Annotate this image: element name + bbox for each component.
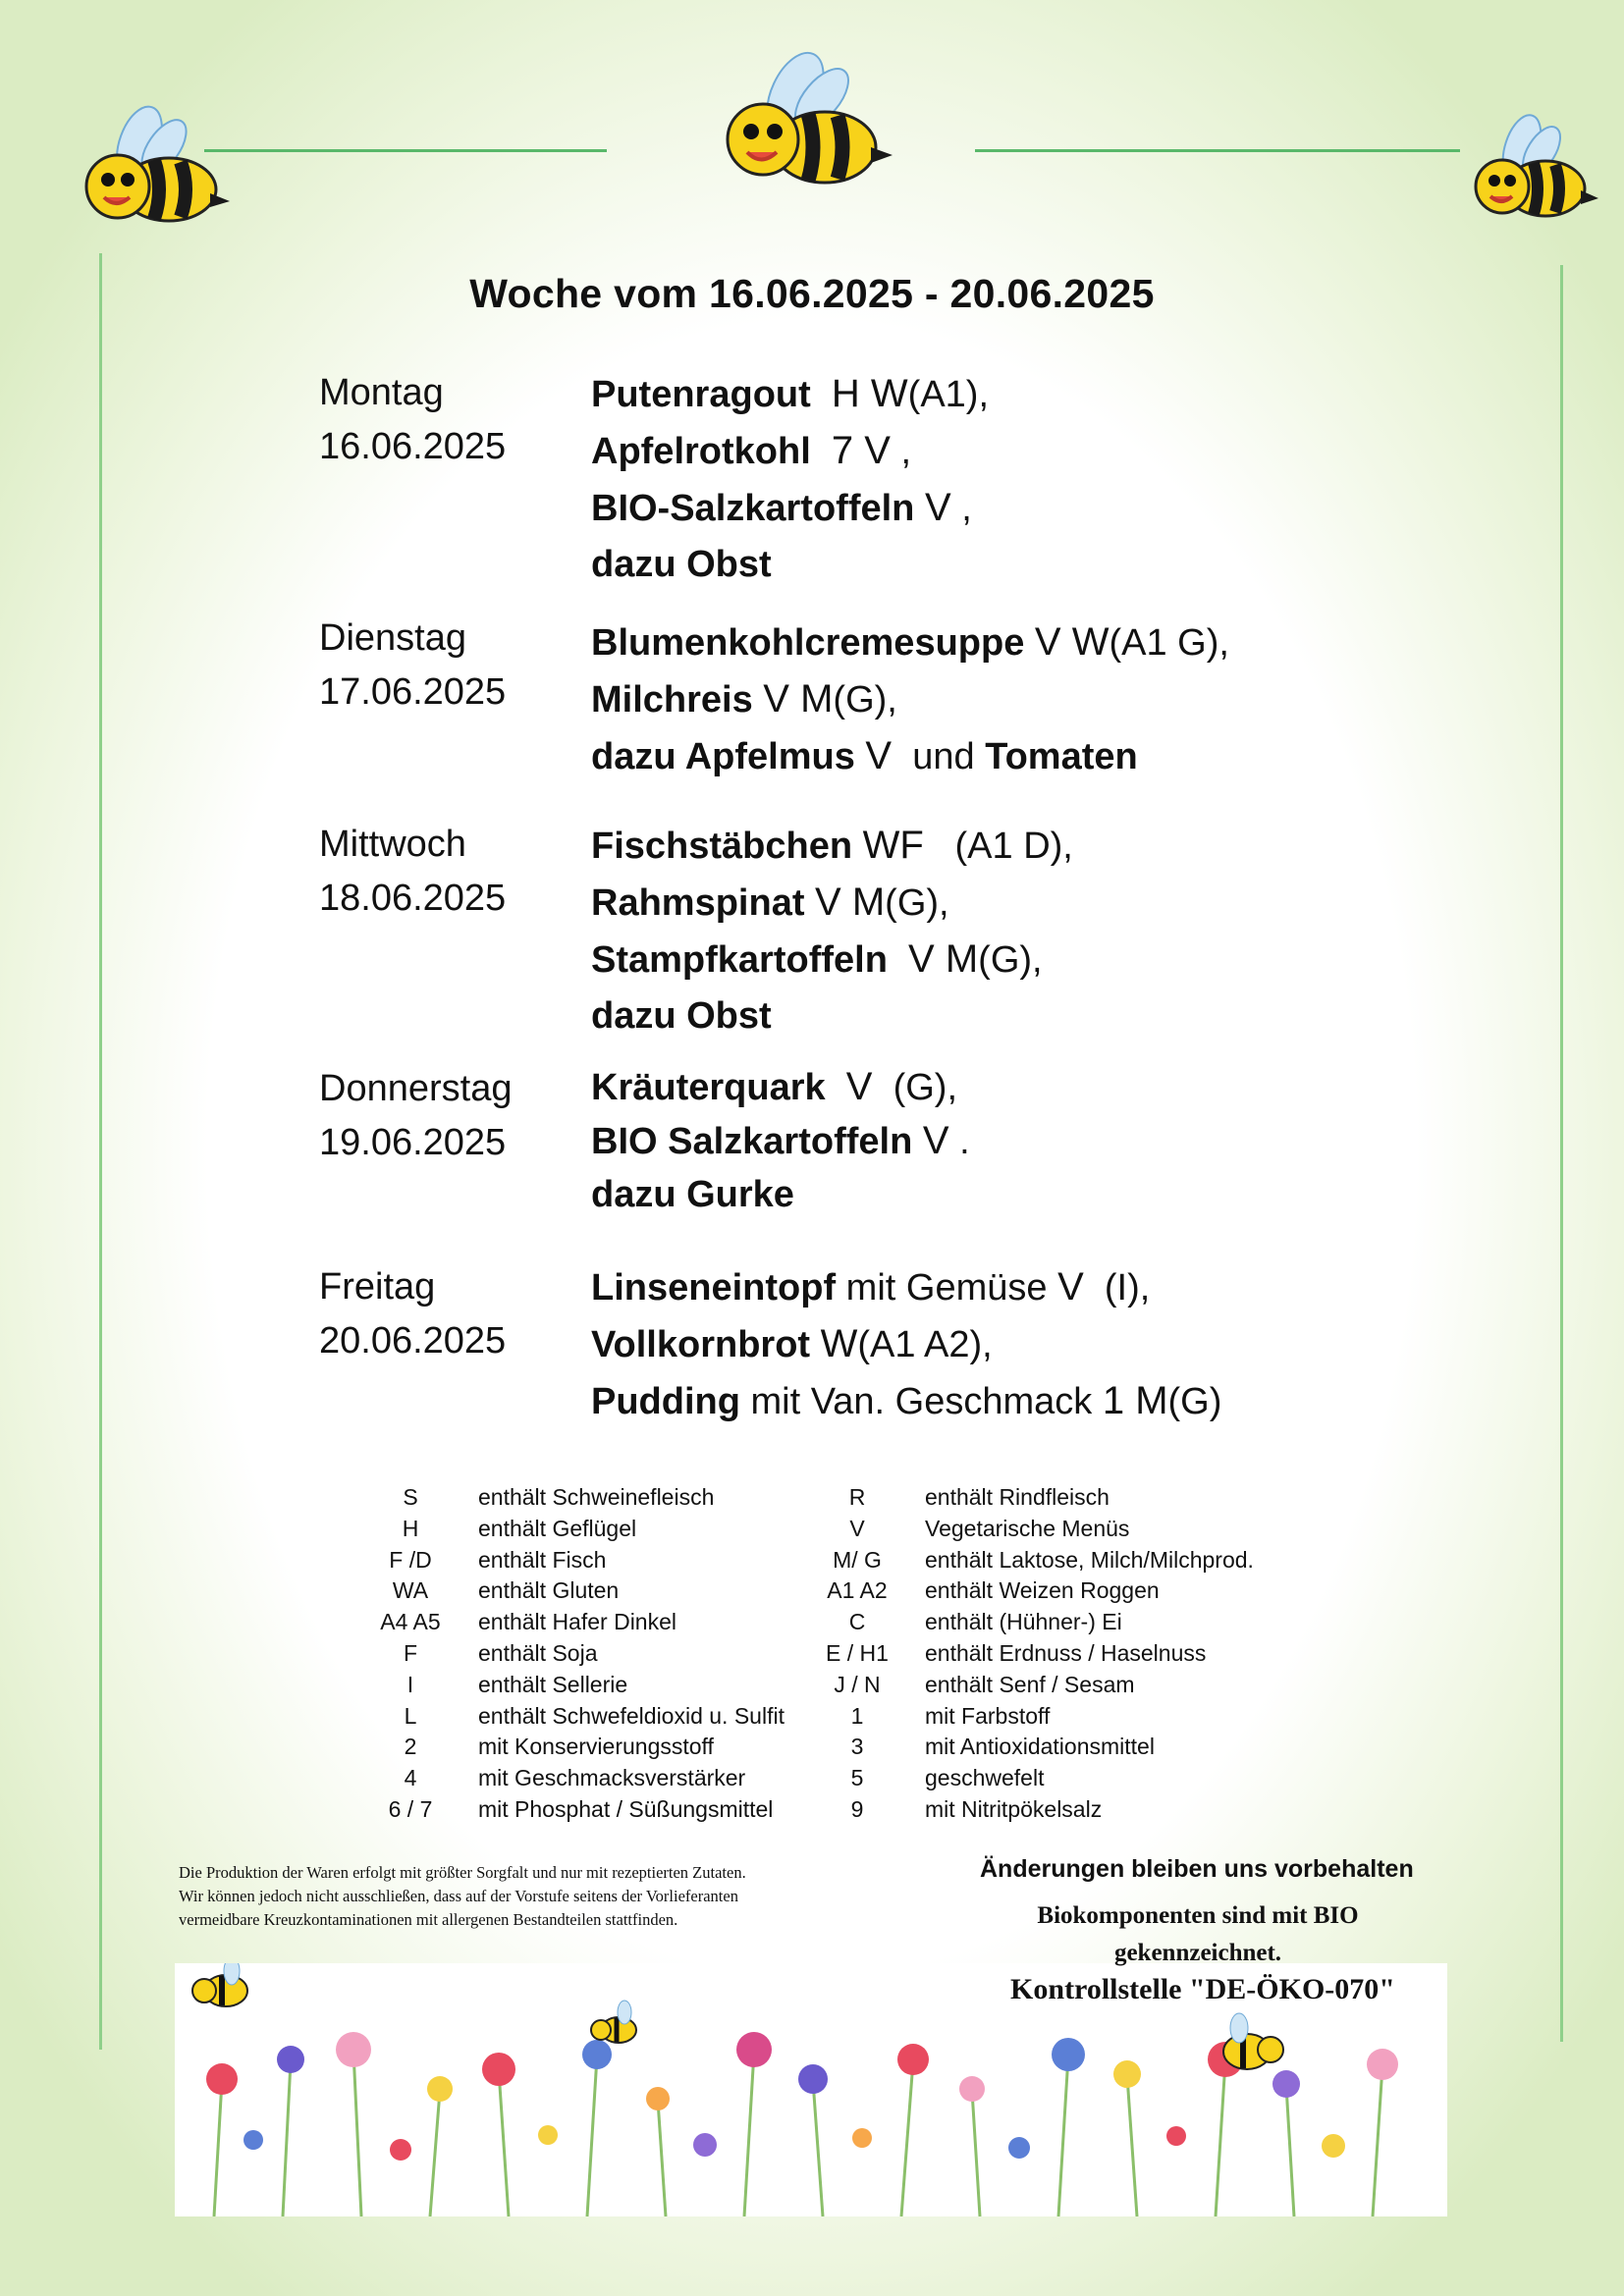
- legend-code: M/ G: [833, 1546, 882, 1573]
- dish-detail: mit Gemüse: [845, 1267, 1048, 1308]
- legend-text: enthält Gluten: [478, 1577, 620, 1604]
- day-date: 17.06.2025: [319, 671, 507, 713]
- menu-line: [591, 988, 1073, 1044]
- allergen-detail: (A1 A2),: [857, 1324, 993, 1365]
- menu-line: [591, 614, 1229, 671]
- legend-text: mit Farbstoff: [925, 1702, 1051, 1729]
- bio-note-line: Biokomponenten sind mit BIO: [1037, 1902, 1359, 1929]
- legend-text: enthält Geflügel: [478, 1515, 637, 1541]
- allergen-legend-left: [356, 1482, 785, 1826]
- dish-name: BIO Salzkartoffeln: [591, 1121, 913, 1162]
- menu-line: [591, 1060, 970, 1114]
- legend-row: [356, 1607, 785, 1638]
- legend-row: [356, 1701, 785, 1733]
- legend-text: enthält Hafer Dinkel: [478, 1609, 677, 1635]
- menu-line: [591, 1168, 970, 1221]
- legend-text: geschwefelt: [925, 1765, 1045, 1791]
- legend-text: enthält Soja: [478, 1639, 598, 1666]
- dish-name: dazu Apfelmus: [591, 736, 855, 777]
- day-menu: [591, 366, 989, 593]
- legend-code: J / N: [834, 1671, 881, 1697]
- legend-text: enthält Fisch: [478, 1546, 607, 1573]
- legend-text: mit Phosphat / Süßungsmittel: [478, 1795, 774, 1822]
- menu-line: [591, 818, 1073, 875]
- allergen-codes: V M: [763, 677, 834, 721]
- legend-code: R: [848, 1484, 866, 1510]
- day-date: 19.06.2025: [319, 1122, 507, 1163]
- legend-text: enthält Schweinefleisch: [478, 1484, 715, 1510]
- legend-code: F /D: [389, 1546, 432, 1573]
- legend-code: 4: [404, 1765, 417, 1791]
- day-label: [319, 1062, 512, 1170]
- allergen-detail: (G),: [833, 679, 897, 721]
- legend-row: [803, 1670, 1254, 1701]
- legend-code: L: [404, 1702, 417, 1729]
- control-body-note: Kontrollstelle "DE-ÖKO-070": [1010, 1973, 1395, 2005]
- frame-line-left: [99, 253, 102, 2050]
- allergen-detail: ,: [900, 431, 912, 472]
- legend-row: [803, 1794, 1254, 1826]
- legend-text: enthält (Hühner-) Ei: [925, 1609, 1122, 1635]
- day-date: 20.06.2025: [319, 1320, 507, 1362]
- day-menu: [591, 1259, 1221, 1430]
- menu-line: [591, 423, 989, 480]
- day-label: [319, 366, 506, 474]
- legend-row: [356, 1545, 785, 1576]
- allergen-detail: ,: [961, 488, 972, 529]
- allergen-codes: V W: [1034, 620, 1110, 664]
- day-name: Dienstag: [319, 617, 466, 659]
- menu-line: [591, 671, 1229, 728]
- menu-line: [591, 728, 1229, 785]
- dish-name: Kräuterquark: [591, 1067, 826, 1108]
- legend-code: 5: [850, 1765, 864, 1791]
- legend-row: [356, 1670, 785, 1701]
- legend-row: [356, 1763, 785, 1794]
- changes-note: Änderungen bleiben uns vorbehalten: [980, 1855, 1414, 1883]
- legend-row: [803, 1482, 1254, 1514]
- day-name: Montag: [319, 372, 444, 413]
- legend-row: [803, 1607, 1254, 1638]
- legend-code: H: [402, 1515, 419, 1541]
- allergen-codes: 7 V: [831, 429, 891, 472]
- menu-line: [591, 537, 989, 593]
- dish-name: dazu Gurke: [591, 1174, 794, 1215]
- legend-code: V: [849, 1515, 865, 1541]
- legend-text: enthält Senf / Sesam: [925, 1671, 1135, 1697]
- legend-text: enthält Sellerie: [478, 1671, 628, 1697]
- day-menu: [591, 818, 1073, 1044]
- dish-name: Stampfkartoffeln: [591, 939, 888, 981]
- allergen-detail: (A1),: [907, 374, 990, 415]
- allergen-detail: (A1 G),: [1109, 622, 1229, 664]
- allergen-detail: .: [959, 1121, 970, 1162]
- allergen-codes: V M: [908, 937, 979, 981]
- day-label: [319, 1260, 506, 1368]
- menu-line: [591, 1259, 1221, 1316]
- dish-name: Blumenkohlcremesuppe: [591, 622, 1025, 664]
- allergen-detail: (G),: [885, 882, 949, 924]
- disclaimer-line: vermeidbare Kreuzkontaminationen mit allergenen Bestandteilen stattfinden.: [179, 1910, 678, 1929]
- allergen-codes: V M: [815, 881, 886, 924]
- allergen-detail: (G),: [978, 939, 1043, 981]
- menu-line: [591, 366, 989, 423]
- legend-code: F: [403, 1639, 418, 1666]
- dish-name: Milchreis: [591, 679, 753, 721]
- allergen-codes: V: [922, 1119, 949, 1162]
- day-menu: [591, 1060, 970, 1221]
- allergen-detail: (A1 D),: [954, 826, 1073, 867]
- dish-name: Vollkornbrot: [591, 1324, 811, 1365]
- legend-code: E / H1: [826, 1639, 889, 1666]
- allergen-codes: V: [865, 734, 893, 777]
- legend-row: [356, 1732, 785, 1763]
- legend-row: [803, 1575, 1254, 1607]
- menu-line: [591, 1373, 1221, 1430]
- legend-code: S: [403, 1484, 418, 1510]
- legend-row: [803, 1514, 1254, 1545]
- allergen-legend-right: [803, 1482, 1254, 1826]
- day-date: 16.06.2025: [319, 426, 507, 467]
- legend-row: [803, 1701, 1254, 1733]
- allergen-codes: H W: [831, 372, 908, 415]
- legend-row: [356, 1794, 785, 1826]
- legend-row: [356, 1575, 785, 1607]
- legend-code: 3: [850, 1734, 864, 1760]
- legend-text: enthält Erdnuss / Haselnuss: [925, 1639, 1207, 1666]
- day-name: Mittwoch: [319, 824, 466, 865]
- connector-text: und: [912, 736, 975, 777]
- legend-text: mit Nitritpökelsalz: [925, 1795, 1103, 1822]
- allergen-disclaimer: [179, 1861, 886, 1932]
- allergen-codes: V: [924, 486, 951, 529]
- dish-name: Putenragout: [591, 374, 811, 415]
- allergen-codes: V: [845, 1065, 873, 1108]
- dish-name: Pudding: [591, 1381, 740, 1422]
- day-menu: [591, 614, 1229, 785]
- legend-code: 9: [850, 1795, 864, 1822]
- page-title: Woche vom 16.06.2025 - 20.06.2025: [469, 271, 1155, 316]
- legend-row: [356, 1482, 785, 1514]
- bee-icon: [702, 49, 898, 201]
- legend-row: [803, 1638, 1254, 1670]
- legend-text: Vegetarische Menüs: [925, 1515, 1130, 1541]
- disclaimer-line: Wir können jedoch nicht ausschließen, dass auf der Vorstufe seitens der Vorlieferanten: [179, 1887, 738, 1905]
- legend-row: [356, 1514, 785, 1545]
- menu-line: [591, 875, 1073, 932]
- day-date: 18.06.2025: [319, 878, 507, 919]
- legend-text: enthält Schwefeldioxid u. Sulfit: [478, 1702, 785, 1729]
- legend-row: [803, 1545, 1254, 1576]
- bio-note-line: gekennzeichnet.: [1113, 1940, 1282, 1966]
- legend-text: mit Geschmacksverstärker: [478, 1765, 746, 1791]
- menu-line: [591, 932, 1073, 988]
- bio-note: [992, 1897, 1404, 1972]
- dish-name: dazu Obst: [591, 995, 772, 1037]
- allergen-codes: 1 M: [1102, 1379, 1168, 1422]
- legend-code: WA: [392, 1577, 429, 1604]
- frame-line-right: [1560, 265, 1563, 2042]
- legend-row: [803, 1763, 1254, 1794]
- menu-line: [591, 480, 989, 537]
- legend-code: C: [848, 1609, 866, 1635]
- legend-code: A4 A5: [380, 1609, 441, 1635]
- day-label: [319, 612, 506, 720]
- allergen-codes: V: [1057, 1265, 1084, 1308]
- dish-detail: mit Van. Geschmack: [750, 1381, 1093, 1422]
- legend-code: 6 / 7: [388, 1795, 433, 1822]
- bee-icon: [1455, 110, 1602, 228]
- legend-text: enthält Weizen Roggen: [925, 1577, 1160, 1604]
- dish-name: Fischstäbchen: [591, 826, 853, 867]
- legend-code: A1 A2: [827, 1577, 888, 1604]
- dish-name: Rahmspinat: [591, 882, 805, 924]
- menu-line: [591, 1114, 970, 1168]
- dish-name: Apfelrotkohl: [591, 431, 811, 472]
- dish-name: Linseneintopf: [591, 1267, 837, 1308]
- disclaimer-line: Die Produktion der Waren erfolgt mit größter Sorgfalt und nur mit rezeptierten Zutaten.: [179, 1863, 746, 1882]
- header-line-left: [204, 149, 607, 152]
- legend-code: I: [406, 1671, 414, 1697]
- allergen-codes: WF: [862, 824, 924, 867]
- legend-code: 2: [404, 1734, 417, 1760]
- legend-row: [356, 1638, 785, 1670]
- day-name: Freitag: [319, 1266, 436, 1308]
- allergen-detail: (G),: [893, 1067, 958, 1108]
- day-label: [319, 818, 506, 926]
- header-line-right: [975, 149, 1460, 152]
- allergen-codes: W: [820, 1322, 858, 1365]
- allergen-detail: (G): [1167, 1381, 1222, 1422]
- dish-name: dazu Obst: [591, 544, 772, 585]
- legend-text: enthält Laktose, Milch/Milchprod.: [925, 1546, 1254, 1573]
- legend-text: enthält Rindfleisch: [925, 1484, 1110, 1510]
- bee-icon: [61, 103, 238, 231]
- day-name: Donnerstag: [319, 1068, 513, 1109]
- legend-text: mit Antioxidationsmittel: [925, 1734, 1155, 1760]
- allergen-detail: (I),: [1104, 1267, 1151, 1308]
- legend-text: mit Konservierungsstoff: [478, 1734, 714, 1760]
- legend-row: [803, 1732, 1254, 1763]
- dish-name: BIO-Salzkartoffeln: [591, 488, 915, 529]
- menu-line: [591, 1316, 1221, 1373]
- legend-code: 1: [850, 1702, 864, 1729]
- dish-name: Tomaten: [985, 736, 1138, 777]
